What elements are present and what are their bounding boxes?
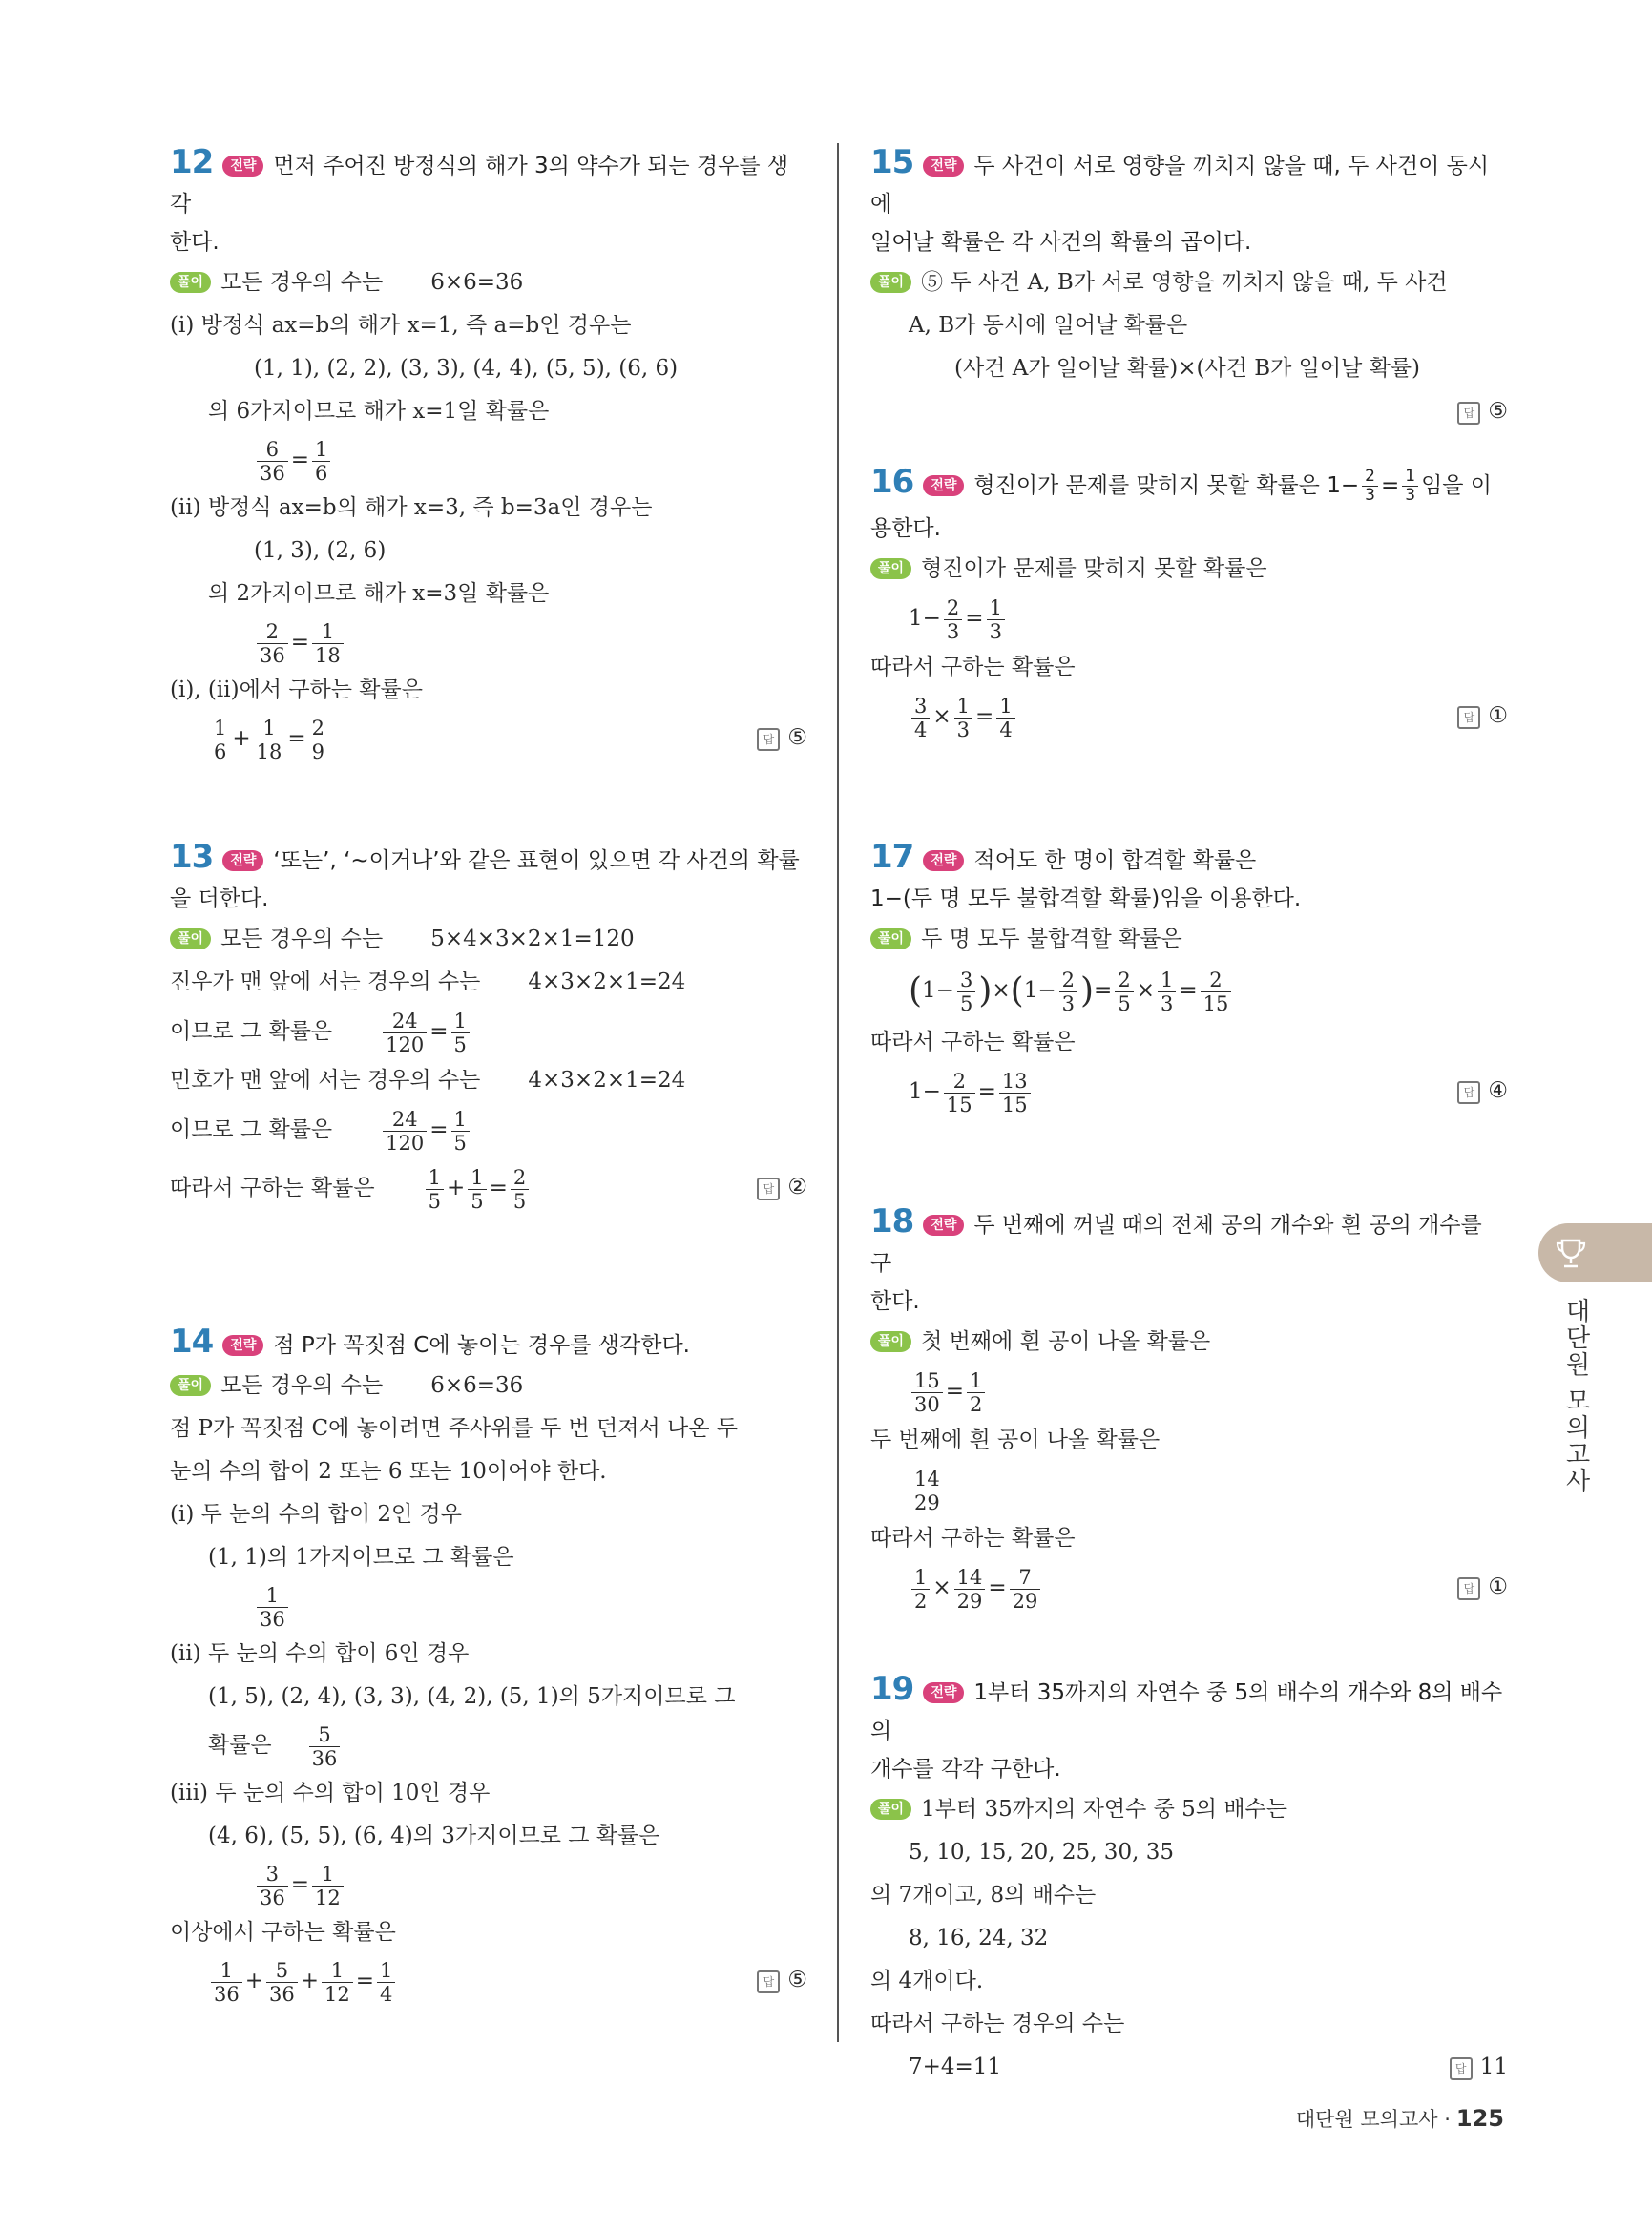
fraction: $\frac{15}{30}$	[911, 1369, 943, 1416]
solution-line	[170, 1365, 807, 1407]
answer-value: ⑤	[787, 1968, 807, 1992]
answer-icon: 답	[1457, 1081, 1480, 1104]
fraction: $\frac{1}{5}$	[451, 1108, 470, 1155]
problem-19	[870, 1670, 1508, 2089]
fraction: $\frac{24}{120}$	[383, 1108, 427, 1155]
strategy-badge: 전략	[923, 850, 964, 871]
fraction: $\frac{2}{15}$	[1201, 969, 1232, 1015]
result-text: 따라서 구하는 확률은	[870, 1030, 1076, 1054]
problem-18	[870, 1202, 1508, 1616]
case-2-pairs: (1, 3), (2, 6)	[254, 538, 387, 563]
solution-badge: 풀이	[170, 1375, 211, 1396]
solution-line	[870, 261, 1508, 304]
answer-value: ①	[1488, 1574, 1508, 1599]
fraction: $\frac{1}{6}$	[211, 717, 229, 763]
fraction: $\frac{1}{3}$	[954, 695, 972, 741]
fraction: $\frac{1}{12}$	[312, 1863, 344, 1909]
case-1-prob: $\frac{6}{36}$ = $\frac{1}{6}$	[170, 433, 807, 487]
answer-value: ②	[787, 1175, 807, 1199]
prob-line: $\frac{15}{30}$ = $\frac{1}{2}$	[870, 1364, 1508, 1419]
problem-12	[170, 143, 807, 765]
answer	[1457, 1566, 1508, 1609]
text-line: (사건 A가 일어날 확률)×(사건 B가 일어날 확률)	[954, 356, 1421, 381]
prob-line	[870, 1462, 1508, 1517]
footer-text: 대단원 모의고사 ·	[1295, 2108, 1451, 2131]
case-1-pairs: (1, 1), (2, 2), (3, 3), (4, 4), (5, 5), (6, 6)	[254, 356, 679, 381]
problem-18-strategy	[870, 1202, 1508, 1282]
text-line: 5, 10, 15, 20, 25, 30, 35	[909, 1840, 1174, 1865]
answer-line	[870, 390, 1508, 433]
case-1: (ⅰ) 두 눈의 수의 합이 2인 경우	[170, 1502, 462, 1527]
answer-icon: 답	[757, 1178, 780, 1200]
case-1-text: 의 6가지이므로 해가 x=1일 확률은	[208, 399, 550, 424]
solution-badge: 풀이	[870, 1799, 911, 1820]
fraction: $\frac{1}{18}$	[312, 620, 344, 667]
fraction: $\frac{1}{2}$	[967, 1369, 985, 1416]
answer	[1457, 695, 1508, 738]
result-prob: $\frac{1}{36}$ + $\frac{5}{36}$ + $\frac{1}{12}$ = $\frac{1}{4}$ 답 ⑤	[170, 1954, 807, 2008]
fraction: $\frac{5}{36}$	[266, 1959, 298, 2006]
prob-line: (1− $\frac{3}{5}$ )×(1− $\frac{2}{3}$ )= $\frac{2}{5}$ × $\frac{1}{3}$ = $\frac{2}{15}$	[870, 961, 1508, 1021]
strategy-text: 임을 이	[1421, 473, 1493, 498]
fraction: $\frac{3}{36}$	[257, 1863, 288, 1909]
problem-17	[870, 838, 1508, 1119]
strategy-text: 두 사건이 서로 영향을 끼치지 않을 때, 두 사건이 동시에	[870, 154, 1490, 217]
answer-icon: 답	[757, 728, 780, 751]
strategy-text-cont: 1−(두 명 모두 불합격할 확률)임을 이용한다.	[870, 886, 1302, 911]
fraction: $\frac{2}{3}$	[1059, 969, 1077, 1015]
fraction: $\frac{2}{5}$	[511, 1166, 529, 1213]
fraction: $\frac{1}{5}$	[451, 1010, 470, 1056]
result-text: 따라서 구하는 확률은	[870, 1526, 1076, 1551]
problem-number: 13	[170, 838, 214, 876]
answer-value: ⑤	[787, 725, 807, 750]
case-3: (ⅲ) 두 눈의 수의 합이 10인 경우	[170, 1781, 491, 1805]
fraction: $\frac{1}{12}$	[322, 1959, 353, 2006]
solution-badge: 풀이	[170, 928, 211, 949]
fraction: $\frac{6}{36}$	[257, 438, 288, 485]
strategy-text-cont: 개수를 각각 구한다.	[870, 1757, 1061, 1782]
problem-14-strategy	[170, 1323, 807, 1365]
answer	[1457, 390, 1508, 433]
fraction: $\frac{1}{36}$	[257, 1584, 288, 1631]
text-line: 진우가 맨 앞에 서는 경우의 수는 4×3×2×1=24	[170, 970, 686, 994]
fraction: $\frac{1}{3}$	[987, 596, 1005, 643]
case-2-text: (1, 5), (2, 4), (3, 3), (4, 2), (5, 1)의 5가지이므로 그	[208, 1684, 736, 1709]
fraction: $\frac{2}{5}$	[1115, 969, 1133, 1015]
case-3-prob: $\frac{3}{36}$ = $\frac{1}{12}$	[170, 1858, 807, 1911]
column-divider	[837, 143, 839, 2042]
fraction: $\frac{24}{120}$	[383, 1010, 427, 1056]
text-line: 두 번째에 흰 공이 나올 확률은	[870, 1428, 1161, 1452]
solution-line	[870, 548, 1508, 591]
fraction: $\frac{1}{36}$	[211, 1959, 242, 2006]
result-prob: $\frac{3}{4}$ × $\frac{1}{3}$ = $\frac{1}{4}$ 답 ①	[870, 689, 1508, 744]
strategy-text: 먼저 주어진 방정식의 해가 3의 약수가 되는 경우를 생각	[170, 154, 789, 217]
answer-icon: 답	[1457, 402, 1480, 425]
fraction: $\frac{3}{5}$	[957, 969, 975, 1015]
solution-line	[870, 1321, 1508, 1364]
fraction: $\frac{3}{4}$	[911, 695, 930, 741]
fraction: $\frac{2}{3}$	[1362, 468, 1378, 505]
problem-number: 17	[870, 838, 914, 876]
text-line: 의 7개이고, 8의 배수는	[870, 1883, 1097, 1908]
strategy-text-cont: 한다.	[870, 1289, 920, 1314]
problem-number: 16	[870, 463, 914, 501]
side-tab-label: 대단원 모의고사	[1561, 1298, 1590, 1495]
text-line: 눈의 수의 합이 2 또는 6 또는 10이어야 한다.	[170, 1459, 607, 1484]
answer-value: ①	[1488, 703, 1508, 728]
strategy-text: 1부터 35까지의 자연수 중 5의 배수의 개수와 8의 배수의	[870, 1680, 1503, 1743]
problem-13-strategy	[170, 838, 807, 880]
problem-13	[170, 838, 807, 1219]
result-prob: $\frac{1}{2}$ × $\frac{14}{29}$ = $\frac{7}{29}$ 답 ①	[870, 1560, 1508, 1616]
fraction: $\frac{1}{3}$	[1402, 468, 1418, 505]
case-1-prob	[170, 1579, 807, 1633]
solution-equation: 5×4×3×2×1=120	[430, 927, 635, 951]
fraction: $\frac{1}{5}$	[426, 1166, 444, 1213]
page-number: 125	[1455, 2105, 1504, 2132]
prob-line: 이므로 그 확률은 $\frac{24}{120}$ = $\frac{1}{5}$	[170, 1004, 807, 1059]
result-text: (ⅰ), (ⅱ)에서 구하는 확률은	[170, 678, 423, 702]
answer	[1457, 1070, 1508, 1113]
fraction: $\frac{14}{29}$	[911, 1468, 943, 1514]
solution-text: 두 명 모두 불합격할 확률은	[921, 927, 1182, 951]
fraction: $\frac{1}{18}$	[254, 717, 285, 763]
result-text: 따라서 구하는 확률은	[870, 655, 1076, 679]
answer	[1450, 2046, 1508, 2089]
case-3-text: (4, 6), (5, 5), (6, 4)의 3가지이므로 그 확률은	[208, 1824, 660, 1848]
fraction: $\frac{2}{3}$	[944, 596, 962, 643]
solution-text: 첫 번째에 흰 공이 나올 확률은	[921, 1329, 1211, 1354]
prob-line: 이므로 그 확률은 $\frac{24}{120}$ = $\frac{1}{5}$	[170, 1102, 807, 1157]
fraction: $\frac{1}{4}$	[996, 695, 1014, 741]
trophy-icon	[1554, 1237, 1588, 1271]
fraction: $\frac{1}{6}$	[312, 438, 330, 485]
strategy-badge: 전략	[923, 475, 964, 496]
problem-19-strategy	[870, 1670, 1508, 1750]
fraction: $\frac{1}{4}$	[377, 1959, 395, 2006]
strategy-badge: 전략	[923, 1215, 964, 1236]
case-2: (ⅱ) 방정식 ax=b의 해가 x=3, 즉 b=3a인 경우는	[170, 495, 653, 520]
strategy-badge: 전략	[222, 156, 263, 177]
answer-value: 11	[1479, 2054, 1508, 2079]
solution-text: 형진이가 문제를 맞히지 못할 확률은	[921, 556, 1267, 581]
fraction: $\frac{1}{5}$	[468, 1166, 486, 1213]
text-line: 의 4개이다.	[870, 1969, 984, 1993]
answer-icon: 답	[1457, 1577, 1480, 1600]
case-2-prob: $\frac{2}{36}$ = $\frac{1}{18}$	[170, 615, 807, 669]
problem-17-strategy	[870, 838, 1508, 880]
case-2-prob: 확률은 $\frac{5}{36}$	[170, 1719, 807, 1772]
problem-12-strategy	[170, 143, 807, 223]
solution-badge: 풀이	[870, 1331, 911, 1352]
fraction: $\frac{1}{2}$	[911, 1566, 930, 1613]
text-line: 민호가 맨 앞에 서는 경우의 수는 4×3×2×1=24	[170, 1068, 686, 1093]
strategy-text: 두 번째에 꺼낼 때의 전체 공의 개수와 흰 공의 개수를 구	[870, 1213, 1482, 1276]
fraction: $\frac{1}{3}$	[1158, 969, 1176, 1015]
answer-icon: 답	[757, 1970, 780, 1993]
result-text: 이상에서 구하는 확률은	[170, 1920, 396, 1945]
solution-equation: 6×6=36	[430, 270, 524, 295]
solution-text: 모든 경우의 수는	[220, 270, 384, 295]
result-line: 따라서 구하는 확률은 $\frac{1}{5}$ + $\frac{1}{5}$ = $\frac{2}{5}$ 답 ②	[170, 1165, 807, 1213]
prob-line: 1− $\frac{2}{3}$ = $\frac{1}{3}$	[870, 591, 1508, 646]
answer-icon: 답	[1457, 706, 1480, 729]
solution-badge: 풀이	[870, 928, 911, 949]
text-line: 따라서 구하는 경우의 수는	[870, 2012, 1125, 2036]
case-2-text: 의 2가지이므로 해가 x=3일 확률은	[208, 581, 550, 606]
solution-line	[870, 918, 1508, 961]
solution-text: 모든 경우의 수는	[220, 1373, 384, 1398]
strategy-text: 점 P가 꼭짓점 C에 놓이는 경우를 생각한다.	[273, 1333, 690, 1358]
strategy-text-cont: 을 더한다.	[170, 886, 269, 911]
text-line: 8, 16, 24, 32	[909, 1926, 1049, 1950]
answer-icon: 답	[1450, 2057, 1473, 2080]
fraction: $\frac{7}{29}$	[1010, 1566, 1041, 1613]
solution-badge: 풀이	[870, 272, 911, 293]
problem-16	[870, 458, 1508, 744]
strategy-text: ‘또는’, ‘~이거나’와 같은 표현이 있으면 각 사건의 확률	[273, 848, 800, 873]
strategy-text-cont: 한다.	[170, 230, 220, 255]
strategy-text-cont: 용한다.	[870, 516, 941, 541]
strategy-badge: 전략	[923, 1682, 964, 1703]
solution-badge: 풀이	[870, 558, 911, 579]
problem-16-strategy: 16 전략 형진이가 문제를 맞히지 못할 확률은 1− $\frac{2}{3}$ = $\frac{1}{3}$ 임을 이	[870, 463, 1493, 505]
solution-line	[870, 1788, 1508, 1831]
case-1: (ⅰ) 방정식 ax=b의 해가 x=1, 즉 a=b인 경우는	[170, 313, 632, 338]
result-prob: $\frac{1}{6}$ + $\frac{1}{18}$ = $\frac{2}{9}$ 답 ⑤	[170, 712, 807, 765]
fraction: $\frac{2}{9}$	[309, 717, 327, 763]
problem-number: 19	[870, 1670, 914, 1708]
fraction: $\frac{2}{36}$	[257, 620, 288, 667]
strategy-badge: 전략	[923, 156, 964, 177]
result-prob: 1− $\frac{2}{15}$ = $\frac{13}{15}$ 답 ④	[909, 1069, 1508, 1116]
problem-number: 15	[870, 143, 914, 181]
page-footer	[1296, 2104, 1504, 2133]
solution-text: 모든 경우의 수는	[220, 927, 384, 951]
answer-value: ⑤	[1488, 399, 1508, 424]
problem-15-strategy	[870, 143, 1508, 223]
result-line: 7+4=11 답 11	[870, 2046, 1508, 2089]
strategy-text: 적어도 한 명이 합격할 확률은	[973, 848, 1257, 873]
case-1-text: (1, 1)의 1가지이므로 그 확률은	[208, 1545, 514, 1570]
strategy-text: 형진이가 문제를 맞히지 못할 확률은 1−	[973, 473, 1360, 498]
solution-equation: 6×6=36	[430, 1373, 524, 1398]
fraction: $\frac{13}{15}$	[999, 1070, 1031, 1116]
problem-number: 12	[170, 143, 214, 181]
solution-text: 1부터 35까지의 자연수 중 5의 배수는	[921, 1797, 1287, 1822]
answer	[757, 1959, 807, 2002]
problem-number: 18	[870, 1202, 914, 1241]
strategy-text-cont: 일어날 확률은 각 사건의 확률의 곱이다.	[870, 230, 1252, 255]
fraction: $\frac{5}{36}$	[309, 1723, 341, 1770]
solution-text: ⑤ 두 사건 A, B가 서로 영향을 끼치지 않을 때, 두 사건	[921, 270, 1448, 295]
case-2: (ⅱ) 두 눈의 수의 합이 6인 경우	[170, 1641, 470, 1666]
answer	[757, 717, 807, 760]
text-line: 점 P가 꼭짓점 C에 놓이려면 주사위를 두 번 던져서 나온 두	[170, 1416, 738, 1441]
solution-line	[170, 261, 807, 304]
answer-value: ④	[1488, 1078, 1508, 1103]
solution-badge: 풀이	[170, 272, 211, 293]
strategy-badge: 전략	[222, 850, 263, 871]
problem-15	[870, 143, 1508, 433]
problem-number: 14	[170, 1323, 214, 1361]
text-line: A, B가 동시에 일어날 확률은	[909, 313, 1188, 338]
fraction: $\frac{14}{29}$	[954, 1566, 986, 1613]
problem-14	[170, 1323, 807, 2008]
strategy-badge: 전략	[222, 1335, 263, 1356]
fraction: $\frac{2}{15}$	[944, 1070, 975, 1116]
answer	[757, 1166, 807, 1209]
solution-line	[170, 918, 807, 961]
